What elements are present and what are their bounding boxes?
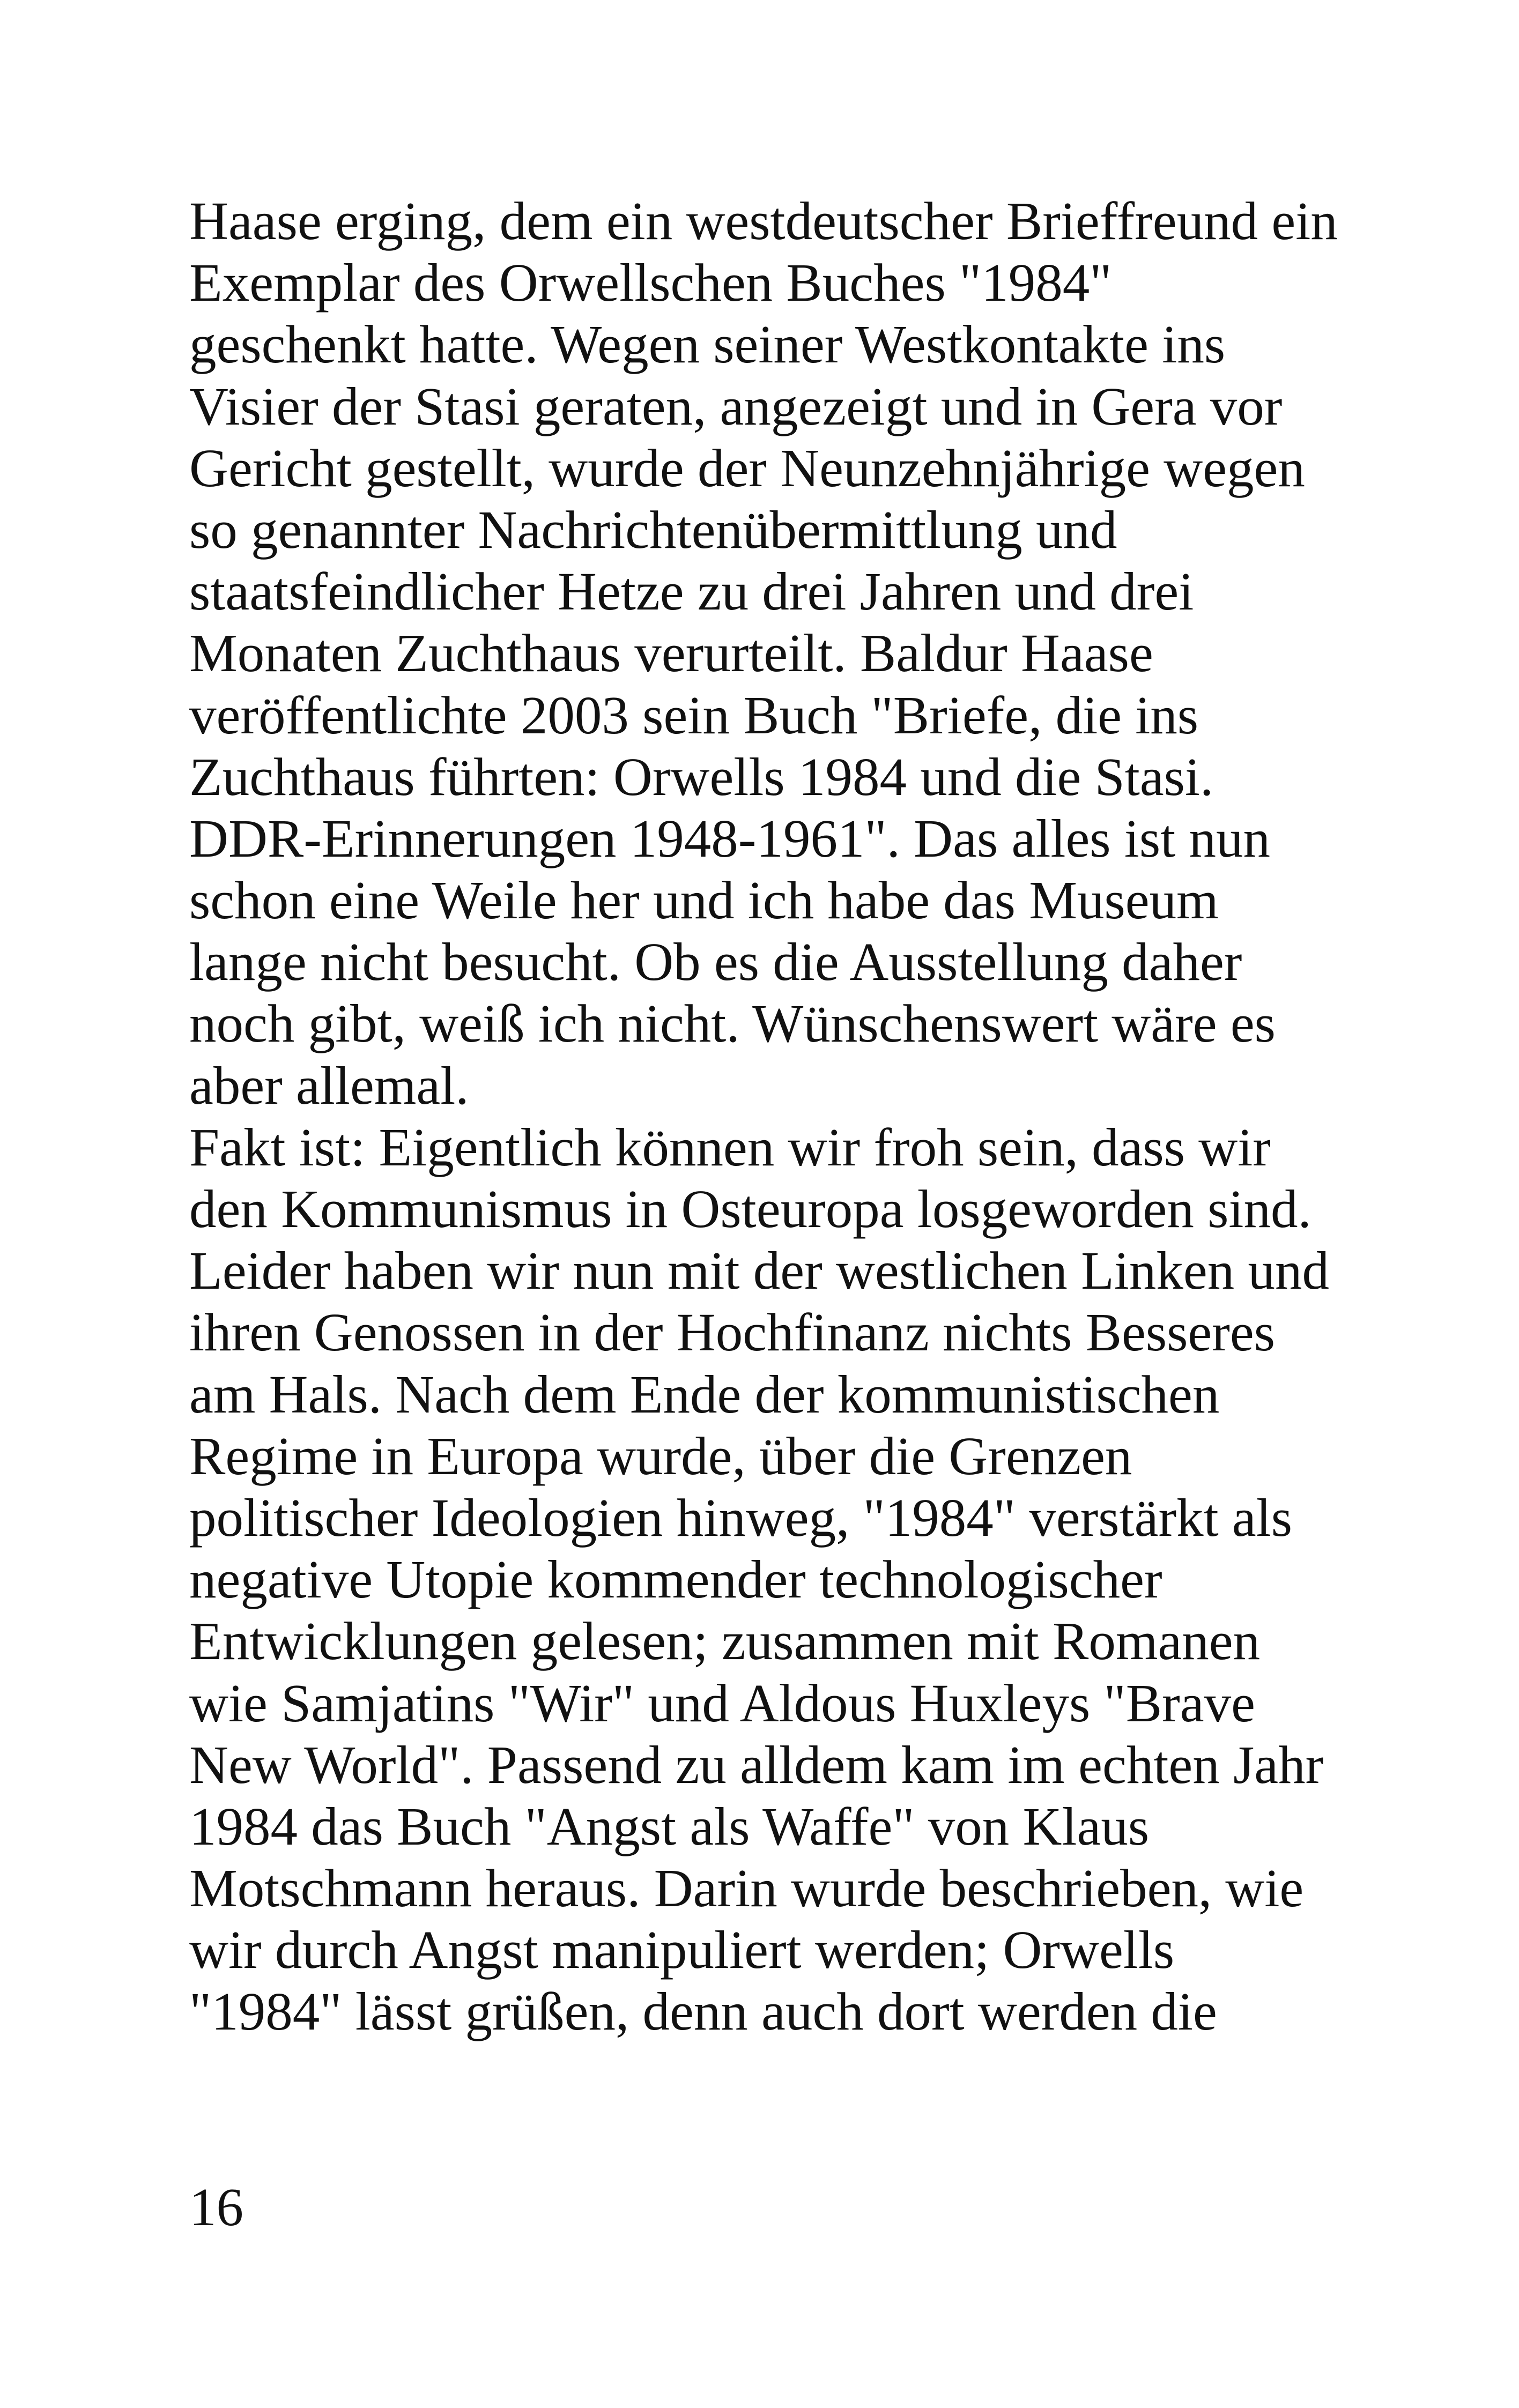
text-line: 1984 das Buch "Angst als Waffe" von Klaus: [189, 1796, 1150, 1856]
text-line: Zuchthaus führten: Orwells 1984 und die Stasi.: [189, 746, 1214, 807]
text-line: noch gibt, weiß ich nicht. Wünschenswert wäre es: [189, 993, 1276, 1054]
text-line: so genannter Nachrichtenübermittlung und: [189, 499, 1117, 560]
text-line: Entwicklungen gelesen; zusammen mit Romanen: [189, 1611, 1261, 1671]
text-line: New World". Passend zu alldem kam im echten Jahr: [189, 1734, 1324, 1795]
text-line: Motschmann heraus. Darin wurde beschrieben, wie: [189, 1858, 1304, 1919]
text-line: lange nicht besucht. Ob es die Ausstellung daher: [189, 932, 1242, 992]
text-line: Haase erging, dem ein westdeutscher Brieffreund ein: [189, 191, 1338, 251]
text-line: aber allemal.: [189, 1055, 469, 1116]
text-line: politischer Ideologien hinweg, "1984" verstärkt als: [189, 1487, 1293, 1548]
text-line: Leider haben wir nun mit der westlichen Linken und: [189, 1240, 1329, 1301]
text-line: wie Samjatins "Wir" und Aldous Huxleys "Brave: [189, 1673, 1255, 1733]
text-line: ihren Genossen in der Hochfinanz nichts Besseres: [189, 1302, 1276, 1363]
text-line: DDR-Erinnerungen 1948-1961". Das alles ist nun: [189, 808, 1271, 868]
text-line: "1984" lässt grüßen, denn auch dort werden die: [189, 1981, 1217, 2042]
text-line: wir durch Angst manipuliert werden; Orwells: [189, 1920, 1175, 1980]
text-line: schon eine Weile her und ich habe das Museum: [189, 870, 1219, 931]
text-line: veröffentlichte 2003 sein Buch "Briefe, die ins: [189, 685, 1199, 745]
text-line: negative Utopie kommender technologischer: [189, 1549, 1162, 1610]
text-line: Exemplar des Orwellschen Buches "1984": [189, 252, 1112, 313]
text-line: Regime in Europa wurde, über die Grenzen: [189, 1425, 1132, 1486]
text-line: am Hals. Nach dem Ende der kommunistischen: [189, 1364, 1220, 1424]
page-number: 16: [189, 2177, 243, 2237]
text-line: staatsfeindlicher Hetze zu drei Jahren und drei: [189, 561, 1194, 622]
text-line: Gericht gestellt, wurde der Neunzehnjährige wegen: [189, 437, 1305, 498]
body-text: [189, 190, 1401, 2043]
text-line: Monaten Zuchthaus verurteilt. Baldur Haase: [189, 623, 1153, 683]
text-line: den Kommunismus in Osteuropa losgeworden sind.: [189, 1179, 1311, 1239]
text-line: Visier der Stasi geraten, angezeigt und in Gera vor: [189, 376, 1283, 436]
text-line: geschenkt hatte. Wegen seiner Westkontakte ins: [189, 314, 1226, 375]
text-line: Fakt ist: Eigentlich können wir froh sein, dass wir: [189, 1117, 1271, 1177]
